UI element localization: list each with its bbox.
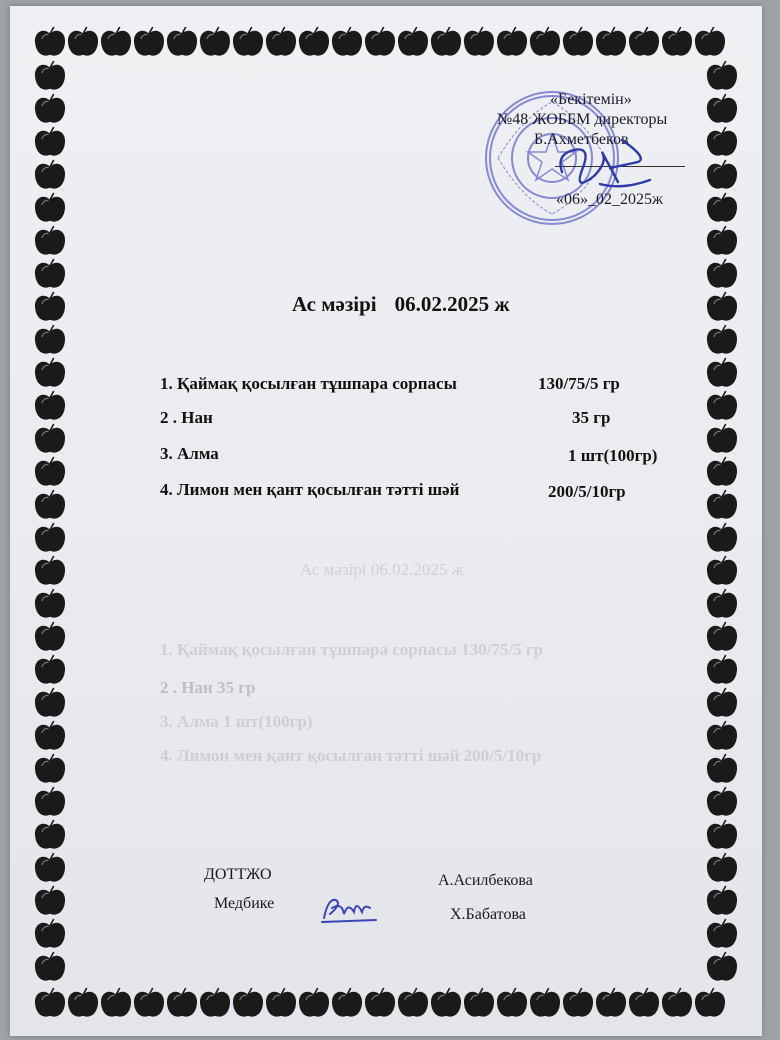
apple-border-icon — [35, 655, 65, 684]
apple-border-icon — [464, 27, 494, 56]
apple-border-icon — [35, 193, 65, 222]
apple-border-icon — [35, 721, 65, 750]
apple-border-icon — [707, 952, 737, 981]
apple-border-icon — [707, 820, 737, 849]
apple-border-icon — [707, 259, 737, 288]
apple-border-icon — [299, 988, 329, 1017]
page-title — [292, 292, 510, 317]
apple-border-icon — [596, 988, 626, 1017]
apple-border-icon — [68, 988, 98, 1017]
apple-border-icon — [365, 27, 395, 56]
apple-border-icon — [35, 754, 65, 783]
apple-border-icon — [233, 27, 263, 56]
apple-border-icon — [431, 27, 461, 56]
bleed-through-text: 2 . Нан 35 гр — [160, 678, 256, 697]
menu-item-3-name: 3. Алма — [160, 444, 219, 463]
apple-border-icon — [35, 523, 65, 552]
apple-border-icon — [596, 27, 626, 56]
menu-item-2-qty: 35 гр — [572, 408, 611, 427]
apple-border-icon — [200, 988, 230, 1017]
apple-border-icon — [35, 787, 65, 816]
apple-border-icon — [35, 259, 65, 288]
apple-border-icon — [707, 424, 737, 453]
apple-border-icon — [101, 988, 131, 1017]
apple-border-icon — [530, 27, 560, 56]
apple-border-icon — [707, 457, 737, 486]
apple-border-icon — [35, 952, 65, 981]
apple-border-icon — [707, 358, 737, 387]
apple-border-icon — [707, 754, 737, 783]
apple-border-icon — [707, 589, 737, 618]
apple-border-icon — [662, 988, 692, 1017]
apple-border-icon — [707, 886, 737, 915]
apple-border-icon — [332, 988, 362, 1017]
apple-border-icon — [707, 787, 737, 816]
apple-border-icon — [707, 325, 737, 354]
apple-border-icon — [662, 27, 692, 56]
apple-border-icon — [707, 523, 737, 552]
apple-border-icon — [35, 886, 65, 915]
apple-border-icon — [200, 27, 230, 56]
apple-border-icon — [35, 160, 65, 189]
apple-border-icon — [707, 193, 737, 222]
menu-item-1-qty: 130/75/5 гр — [538, 374, 620, 393]
nurse-signature-icon — [318, 892, 380, 928]
apple-border-icon — [35, 853, 65, 882]
apple-border-icon — [35, 61, 65, 90]
apple-border-icon — [530, 988, 560, 1017]
apple-border-icon — [233, 988, 263, 1017]
apple-border-icon — [134, 988, 164, 1017]
apple-border-icon — [35, 622, 65, 651]
apple-border-icon — [35, 820, 65, 849]
bleed-through-text: 1. Қаймақ қосылған тұшпара сорпасы 130/75/5 гр — [160, 640, 543, 659]
apple-border-icon — [35, 988, 65, 1017]
apple-border-icon — [35, 688, 65, 717]
apple-border-icon — [695, 27, 725, 56]
menu-item-2-name: 2 . Нан — [160, 408, 213, 427]
apple-border-icon — [35, 556, 65, 585]
apple-border-icon — [707, 688, 737, 717]
apple-border-icon — [35, 919, 65, 948]
apple-border-icon — [167, 988, 197, 1017]
apple-border-icon — [68, 27, 98, 56]
apple-border-icon — [35, 27, 65, 56]
apple-border-icon — [134, 27, 164, 56]
title-date: 06.02.2025 ж — [394, 292, 510, 316]
apple-border-icon — [299, 27, 329, 56]
apple-border-icon — [707, 490, 737, 519]
apple-border-icon — [707, 94, 737, 123]
signature-org-label: ДОТТЖО — [204, 866, 272, 883]
apple-border-icon — [35, 94, 65, 123]
bleed-through-text: 4. Лимон мен қант қосылған тәтті шәй 200/5/10гр — [160, 746, 542, 765]
signature-nurse-label: Медбике — [214, 895, 275, 912]
apple-border-icon — [365, 988, 395, 1017]
apple-border-icon — [35, 127, 65, 156]
apple-border-icon — [398, 988, 428, 1017]
menu-item-3-qty: 1 шт(100гр) — [568, 446, 658, 465]
approval-heading: «Бекітемін» — [550, 91, 632, 108]
approval-date: «06»_02_2025ж — [556, 191, 664, 208]
apple-border-icon — [266, 27, 296, 56]
apple-border-icon — [332, 27, 362, 56]
signature-org-person: А.Асилбекова — [438, 872, 533, 889]
apple-border-icon — [497, 988, 527, 1017]
signature-nurse-person: Х.Бабатова — [450, 906, 526, 923]
menu-item-4-qty: 200/5/10гр — [548, 482, 626, 501]
apple-border-icon — [431, 988, 461, 1017]
apple-border-icon — [707, 160, 737, 189]
apple-border-icon — [35, 391, 65, 420]
apple-border-icon — [707, 721, 737, 750]
apple-border-icon — [35, 358, 65, 387]
apple-border-icon — [707, 556, 737, 585]
apple-border-icon — [266, 988, 296, 1017]
apple-border-icon — [35, 490, 65, 519]
apple-border-icon — [35, 226, 65, 255]
apple-border-icon — [707, 391, 737, 420]
apple-border-icon — [167, 27, 197, 56]
menu-item-1-name: 1. Қаймақ қосылған тұшпара сорпасы — [160, 374, 457, 393]
apple-border-icon — [563, 988, 593, 1017]
apple-border-icon — [707, 61, 737, 90]
apple-border-icon — [707, 127, 737, 156]
apple-border-icon — [35, 325, 65, 354]
apple-border-icon — [629, 27, 659, 56]
apple-border-icon — [629, 988, 659, 1017]
apple-border-icon — [707, 226, 737, 255]
apple-border-icon — [35, 589, 65, 618]
apple-border-icon — [707, 853, 737, 882]
apple-border-icon — [497, 27, 527, 56]
apple-border-icon — [707, 292, 737, 321]
apple-border-icon — [464, 988, 494, 1017]
apple-border-icon — [707, 622, 737, 651]
apple-border-icon — [398, 27, 428, 56]
apple-border-icon — [35, 292, 65, 321]
apple-border-icon — [35, 457, 65, 486]
apple-border-icon — [563, 27, 593, 56]
apple-border-icon — [35, 424, 65, 453]
approval-position: №48 ЖОББМ директоры — [497, 111, 668, 128]
approval-director-name: Б.Ахметбеков — [534, 131, 629, 148]
bleed-through-text: 3. Алма 1 шт(100гр) — [160, 712, 313, 731]
apple-border-icon — [707, 919, 737, 948]
apple-border-icon — [707, 655, 737, 684]
bleed-through-text: Ас мәзірі 06.02.2025 ж — [300, 560, 464, 579]
menu-item-4-name: 4. Лимон мен қант қосылған тәтті шәй — [160, 480, 460, 499]
apple-border-icon — [695, 988, 725, 1017]
apple-border-icon — [101, 27, 131, 56]
title-label: Ас мәзірі — [292, 292, 377, 316]
